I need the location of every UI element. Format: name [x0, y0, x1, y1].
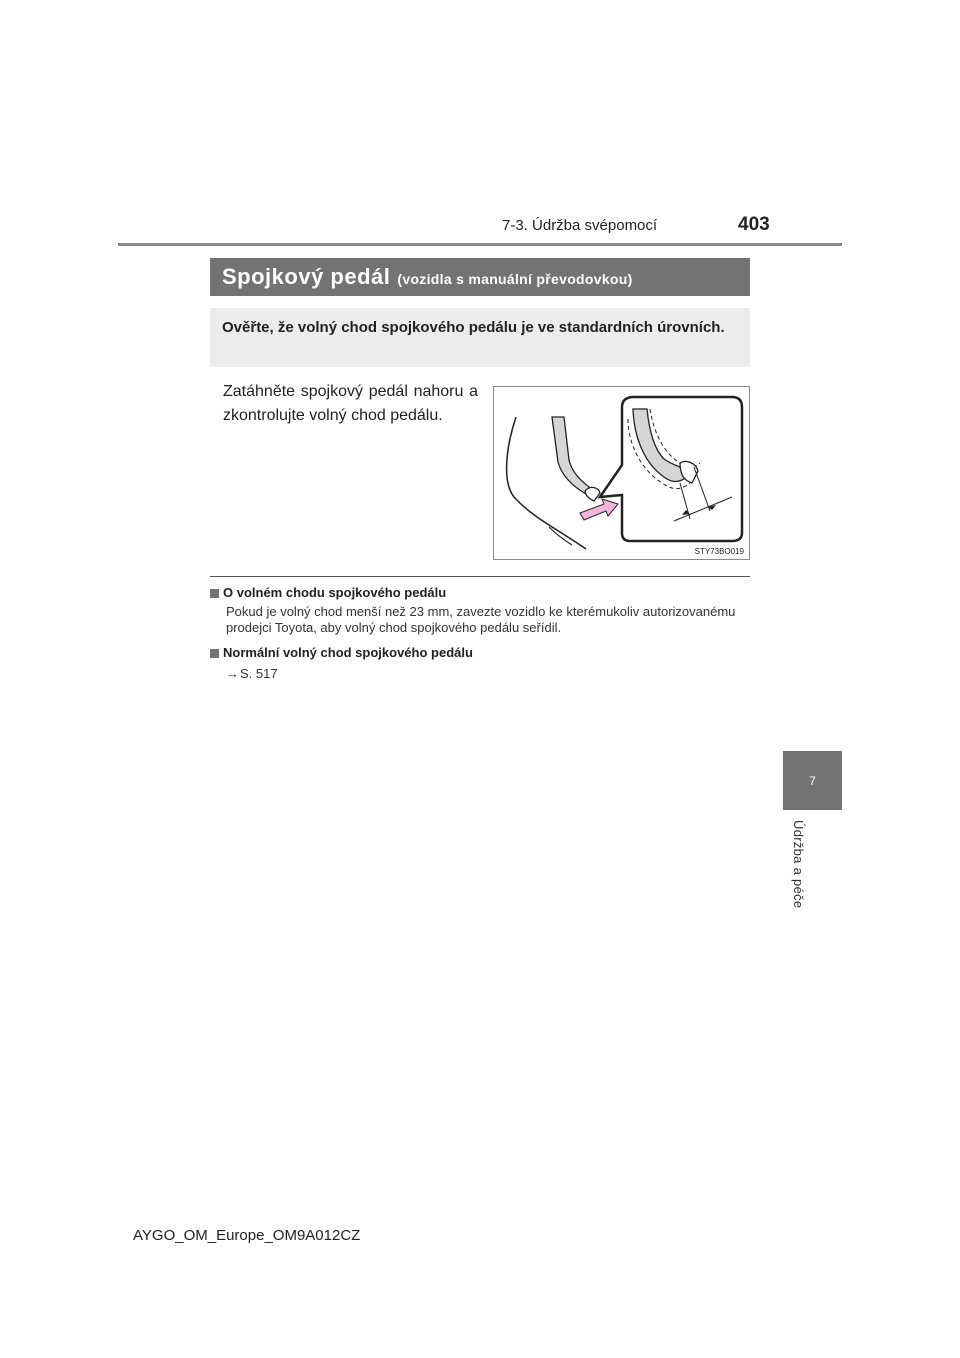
clutch-pedal-illustration	[494, 387, 749, 559]
page-number: 403	[738, 214, 770, 235]
section-title: Spojkový pedál	[222, 264, 391, 289]
section-subtitle: (vozidla s manuální převodovkou)	[397, 271, 633, 287]
section-rule	[210, 576, 750, 577]
topic-heading	[210, 584, 750, 602]
arrow-right-icon: →	[226, 666, 239, 681]
page-reference[interactable]	[226, 666, 750, 682]
chapter-tab[interactable]: 7	[783, 751, 842, 810]
instruction-text: Zatáhněte spojkový pedál nahoru a zkontrolujte volný chod pedálu.	[223, 383, 478, 424]
chapter-label: Údržba a péče	[791, 820, 806, 909]
header-rule	[118, 243, 842, 246]
topic-heading-text: Normální volný chod spojkového pedálu	[223, 645, 473, 660]
note-box: Ověřte, že volný chod spojkového pedálu je ve standardních úrovních.	[210, 308, 750, 367]
topic-normal-free-play	[210, 644, 750, 682]
section-title-bar	[210, 258, 750, 296]
square-bullet-icon	[210, 589, 219, 598]
header-section-title: 7-3. Údržba svépomocí	[502, 217, 658, 234]
topic-free-play-info	[210, 584, 750, 636]
figure-code: STY73BO019	[694, 547, 744, 556]
square-bullet-icon	[210, 649, 219, 658]
page-reference-text: S. 517	[240, 666, 278, 681]
topic-heading-text: O volném chodu spojkového pedálu	[223, 585, 447, 600]
topic-body: Pokud je volný chod menší než 23 mm, zavezte vozidlo ke kterémukoliv autorizovanému prodejci Toyota, aby volný chod spojkového pedálu seřídil.	[226, 604, 736, 635]
topic-heading	[210, 644, 750, 662]
pedal-figure	[493, 386, 750, 560]
footer-doc-id: AYGO_OM_Europe_OM9A012CZ	[133, 1227, 361, 1244]
